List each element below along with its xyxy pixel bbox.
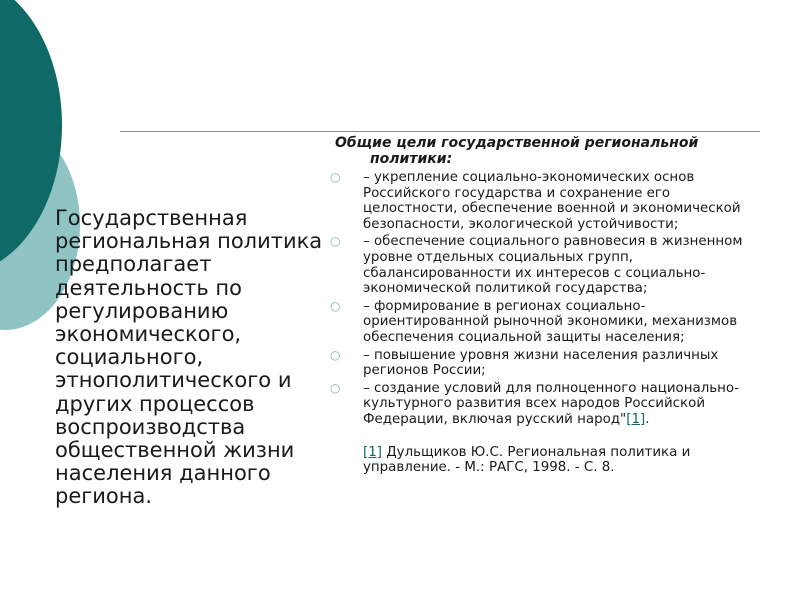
list-item-text: – обеспечение социального равновесия в жизненном уровне отдельных социальных групп, сбалансированности их интересов с социально-экономической политикой государства; (363, 234, 743, 297)
list-item (330, 299, 760, 346)
circle-outline-icon: ○ (330, 380, 341, 395)
list-item (330, 348, 760, 379)
goals-column (330, 136, 760, 476)
list-item-tail: . (645, 411, 650, 427)
circle-outline-icon: ○ (330, 170, 341, 184)
circle-outline-icon: ○ (330, 234, 341, 249)
list-item (330, 381, 760, 428)
definition-text: Государственная региональная политика предполагает деятельность по регулированию экономического, социального, этнополитического и других процессов воспроизводства общественной жизни населения данного региона. (55, 206, 323, 509)
goals-heading (335, 136, 745, 167)
list-item (330, 170, 760, 232)
footnote-text: Дульщиков Ю.С. Региональная политика и управление. - М.: РАГС, 1998. - С. 8. (363, 444, 691, 476)
goals-heading-line1: Общие цели государственной региональной (335, 135, 699, 151)
goals-list (330, 170, 760, 428)
circle-outline-icon: ○ (330, 298, 341, 313)
footnote-anchor-link[interactable]: [1] (363, 444, 382, 460)
list-item-text: – создание условий для полноценного национально-культурного развития всех народов Российской Федерации, включая русский народ" (363, 380, 739, 427)
footnote-ref-link[interactable]: [1] (626, 411, 646, 427)
goals-heading-line2: политики: (370, 150, 453, 167)
list-item-text: – укрепление социально-экономических основ Российского государства и сохранение его целостности, обеспечение военной и экономической безопасности, экологической устойчивости; (363, 170, 741, 232)
list-item-text: – повышение уровня жизни населения различных регионов России; (363, 347, 719, 379)
horizontal-rule (120, 131, 760, 132)
list-item-text: – формирование в регионах социально-ориентированной рыночной экономики, механизмов обеспечения социальной защиты населения; (363, 298, 738, 345)
circle-outline-icon: ○ (330, 347, 341, 362)
footnote (330, 445, 760, 476)
list-item (330, 234, 760, 296)
